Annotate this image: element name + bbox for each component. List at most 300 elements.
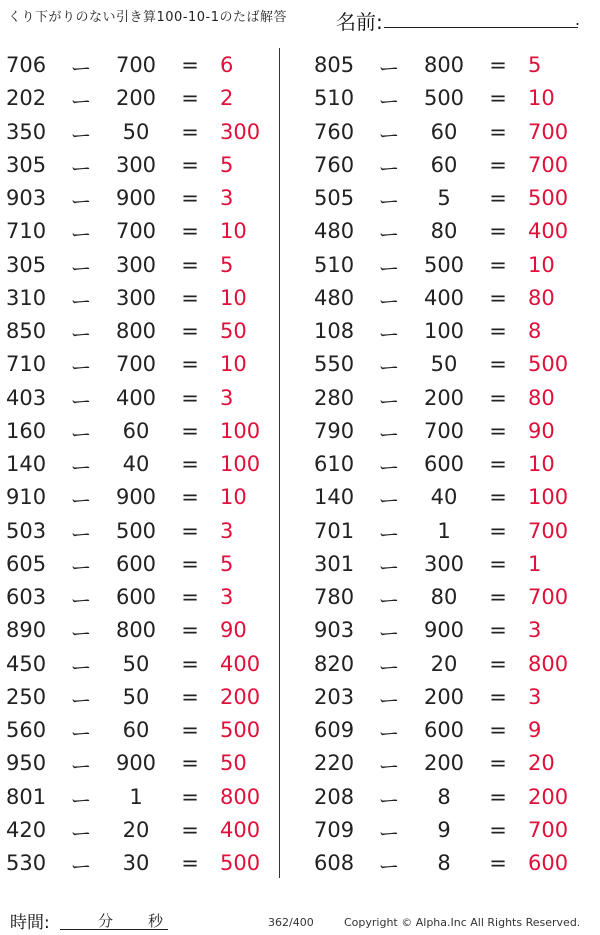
minus-sign: ー — [70, 289, 92, 314]
minuend: 903 — [314, 618, 355, 643]
equals-sign: = — [489, 851, 507, 875]
equals-sign: = — [489, 651, 507, 676]
subtrahend: 500 — [423, 252, 465, 277]
subtrahend: 1 — [437, 518, 451, 543]
minus-sign: ー — [378, 589, 400, 613]
problem-row — [308, 347, 588, 380]
subtrahend: 700 — [423, 418, 465, 443]
equals-sign: = — [181, 219, 199, 244]
minuend: 903 — [6, 186, 47, 210]
problem-row — [308, 314, 588, 347]
subtrahend: 600 — [115, 551, 157, 576]
subtrahend: 40 — [122, 452, 150, 476]
answer: 10 — [528, 252, 555, 277]
answer: 3 — [220, 585, 234, 609]
subtrahend: 500 — [423, 86, 465, 111]
equals-sign: = — [489, 53, 507, 77]
minuend: 305 — [6, 152, 47, 177]
minus-sign: ー — [378, 256, 400, 281]
subtrahend: 900 — [115, 186, 157, 210]
problem-row — [308, 181, 588, 214]
equals-sign: = — [181, 851, 199, 875]
minuend: 530 — [6, 851, 47, 875]
minuend: 202 — [6, 86, 47, 111]
equals-sign: = — [181, 252, 199, 277]
equals-sign: = — [489, 319, 507, 343]
minuend: 603 — [6, 585, 47, 609]
minus-sign: ー — [70, 323, 92, 347]
answer: 500 — [220, 718, 261, 742]
minus-sign: ー — [378, 688, 400, 713]
equals-sign: = — [181, 551, 199, 576]
subtrahend: 300 — [115, 285, 157, 310]
equals-sign: = — [181, 418, 199, 443]
minuend: 250 — [6, 684, 47, 709]
problem-row — [0, 547, 280, 580]
answer: 10 — [528, 86, 555, 111]
equals-sign: = — [489, 352, 507, 377]
subtrahend: 80 — [430, 219, 458, 244]
problem-row — [0, 181, 280, 214]
problem-row — [308, 780, 588, 813]
problem-row — [0, 48, 280, 81]
subtrahend: 700 — [115, 352, 157, 377]
minus-sign: ー — [70, 555, 92, 580]
minus-sign: ー — [378, 356, 400, 381]
answer: 700 — [528, 817, 569, 842]
minus-sign: ー — [70, 389, 92, 414]
answer: 600 — [528, 851, 569, 875]
answer: 3 — [220, 518, 234, 543]
minuend: 420 — [6, 817, 47, 842]
minuend: 480 — [314, 285, 355, 310]
minus-sign: ー — [70, 256, 92, 281]
minus-sign: ー — [70, 156, 92, 181]
minuend: 305 — [6, 252, 47, 277]
equals-sign: = — [489, 86, 507, 111]
minus-sign: ー — [378, 90, 400, 115]
equals-sign: = — [489, 452, 507, 476]
minus-sign: ー — [70, 755, 92, 780]
problem-row — [308, 81, 588, 114]
answer: 100 — [220, 418, 261, 443]
problem-row — [0, 680, 280, 713]
subtrahend: 600 — [423, 452, 465, 476]
equals-sign: = — [181, 618, 199, 643]
answer: 700 — [528, 518, 569, 543]
minuend: 560 — [6, 718, 47, 742]
minuend: 701 — [314, 518, 355, 543]
answer: 90 — [528, 418, 555, 443]
minuend: 510 — [314, 252, 355, 277]
minus-sign: ー — [70, 855, 92, 879]
equals-sign: = — [181, 585, 199, 609]
subtrahend: 700 — [115, 53, 157, 77]
subtrahend: 500 — [115, 518, 157, 543]
equals-sign: = — [489, 219, 507, 244]
problem-row — [0, 580, 280, 613]
minus-sign: ー — [378, 223, 400, 248]
minuend: 140 — [6, 452, 47, 476]
equals-sign: = — [181, 53, 199, 77]
answer: 50 — [220, 319, 247, 343]
answer: 5 — [220, 152, 234, 177]
minuend: 301 — [314, 551, 355, 576]
equals-sign: = — [489, 252, 507, 277]
equals-sign: = — [489, 518, 507, 543]
minuend: 220 — [314, 751, 355, 776]
equals-sign: = — [489, 152, 507, 177]
problem-row — [308, 381, 588, 414]
answer: 8 — [528, 319, 542, 343]
minuend: 208 — [314, 784, 355, 809]
equals-sign: = — [181, 285, 199, 310]
name-line-dot: . — [575, 10, 581, 29]
answer: 5 — [220, 252, 234, 277]
minus-sign: ー — [378, 456, 400, 480]
equals-sign: = — [489, 485, 507, 510]
equals-sign: = — [489, 817, 507, 842]
answer: 700 — [528, 152, 569, 177]
subtrahend: 600 — [423, 718, 465, 742]
minus-sign: ー — [70, 722, 92, 746]
problem-row — [308, 746, 588, 779]
answer: 6 — [220, 53, 234, 77]
minus-sign: ー — [70, 821, 92, 846]
subtrahend: 50 — [122, 684, 150, 709]
subtrahend: 400 — [115, 385, 157, 410]
answer: 800 — [528, 651, 569, 676]
problem-row — [308, 447, 588, 480]
equals-sign: = — [489, 418, 507, 443]
equals-sign: = — [181, 186, 199, 210]
minuend: 890 — [6, 618, 47, 643]
minuend: 609 — [314, 718, 355, 742]
subtrahend: 100 — [423, 319, 465, 343]
subtrahend: 800 — [115, 319, 157, 343]
answer: 100 — [528, 485, 569, 510]
subtrahend: 9 — [437, 817, 451, 842]
minuend: 203 — [314, 684, 355, 709]
answer: 2 — [220, 86, 234, 111]
minus-sign: ー — [70, 356, 92, 381]
equals-sign: = — [181, 684, 199, 709]
minuend: 108 — [314, 319, 355, 343]
minus-sign: ー — [378, 522, 400, 547]
subtrahend: 600 — [115, 585, 157, 609]
minus-sign: ー — [70, 688, 92, 713]
minuend: 760 — [314, 119, 355, 144]
answer: 80 — [528, 285, 555, 310]
minus-sign: ー — [70, 788, 92, 813]
minus-sign: ー — [70, 57, 92, 81]
minus-sign: ー — [70, 123, 92, 148]
answer: 800 — [220, 784, 261, 809]
answer: 100 — [220, 452, 261, 476]
problem-row — [308, 813, 588, 846]
minuend: 706 — [6, 53, 47, 77]
minuend: 780 — [314, 585, 355, 609]
subtrahend: 300 — [115, 152, 157, 177]
minus-sign: ー — [378, 123, 400, 148]
equals-sign: = — [181, 784, 199, 809]
subtrahend: 60 — [122, 418, 150, 443]
copyright-text: Copyright © Alpha.Inc All Rights Reserved. — [344, 916, 581, 929]
subtrahend: 900 — [423, 618, 465, 643]
subtrahend: 400 — [423, 285, 465, 310]
answer: 80 — [528, 385, 555, 410]
minuend: 280 — [314, 385, 355, 410]
minus-sign: ー — [378, 722, 400, 746]
minuend: 480 — [314, 219, 355, 244]
minuend: 350 — [6, 119, 47, 144]
subtrahend: 50 — [122, 119, 150, 144]
minus-sign: ー — [378, 156, 400, 181]
minutes-label: 分 — [98, 912, 114, 930]
problem-row — [308, 214, 588, 247]
subtrahend: 900 — [115, 751, 157, 776]
minus-sign: ー — [378, 755, 400, 780]
answer: 400 — [220, 651, 261, 676]
minus-sign: ー — [378, 655, 400, 680]
subtrahend: 80 — [430, 585, 458, 609]
answer: 3 — [220, 385, 234, 410]
minuend: 450 — [6, 651, 47, 676]
answer: 5 — [220, 551, 234, 576]
subtrahend: 5 — [437, 186, 451, 210]
minuend: 160 — [6, 418, 47, 443]
minuend: 910 — [6, 485, 47, 510]
equals-sign: = — [181, 485, 199, 510]
problem-row — [308, 514, 588, 547]
problem-row — [0, 480, 280, 513]
problem-row — [308, 48, 588, 81]
minus-sign: ー — [378, 821, 400, 846]
minuend: 850 — [6, 319, 47, 343]
minus-sign: ー — [378, 389, 400, 414]
answer: 9 — [528, 718, 542, 742]
problem-row — [0, 514, 280, 547]
problem-row — [0, 713, 280, 746]
answer: 500 — [220, 851, 261, 875]
equals-sign: = — [181, 119, 199, 144]
subtrahend: 800 — [423, 53, 465, 77]
minuend: 608 — [314, 851, 355, 875]
equals-sign: = — [489, 585, 507, 609]
seconds-label: 秒 — [148, 912, 164, 930]
answer: 5 — [528, 53, 542, 77]
minus-sign: ー — [378, 788, 400, 813]
problem-row — [308, 846, 588, 879]
subtrahend: 8 — [437, 784, 451, 809]
problem-row — [308, 647, 588, 680]
problem-row — [308, 613, 588, 646]
answer: 10 — [528, 452, 555, 476]
minuend: 310 — [6, 285, 47, 310]
minus-sign: ー — [378, 57, 400, 81]
equals-sign: = — [181, 352, 199, 377]
equals-sign: = — [489, 285, 507, 310]
subtrahend: 200 — [423, 751, 465, 776]
problem-row — [308, 680, 588, 713]
problem-row — [308, 414, 588, 447]
problem-row — [0, 347, 280, 380]
minuend: 503 — [6, 518, 47, 543]
equals-sign: = — [181, 518, 199, 543]
minuend: 505 — [314, 186, 355, 210]
equals-sign: = — [489, 751, 507, 776]
problem-row — [0, 647, 280, 680]
minus-sign: ー — [378, 323, 400, 347]
problem-row — [308, 480, 588, 513]
answer: 90 — [220, 618, 247, 643]
problem-row — [0, 115, 280, 148]
answer: 200 — [528, 784, 569, 809]
minus-sign: ー — [378, 622, 400, 647]
answer: 400 — [528, 219, 569, 244]
answer: 200 — [220, 684, 261, 709]
problem-row — [0, 447, 280, 480]
minuend: 710 — [6, 219, 47, 244]
equals-sign: = — [181, 152, 199, 177]
equals-sign: = — [181, 319, 199, 343]
subtrahend: 60 — [122, 718, 150, 742]
problem-row — [0, 214, 280, 247]
problem-row — [0, 846, 280, 879]
subtrahend: 200 — [423, 684, 465, 709]
minus-sign: ー — [70, 622, 92, 647]
minus-sign: ー — [70, 456, 92, 480]
minuend: 605 — [6, 551, 47, 576]
subtrahend: 30 — [122, 851, 150, 875]
subtrahend: 300 — [423, 551, 465, 576]
equals-sign: = — [489, 718, 507, 742]
minuend: 801 — [6, 784, 47, 809]
problem-row — [308, 115, 588, 148]
answer: 700 — [528, 585, 569, 609]
answer: 3 — [220, 186, 234, 210]
subtrahend: 60 — [430, 119, 458, 144]
answer: 50 — [220, 751, 247, 776]
equals-sign: = — [181, 86, 199, 111]
subtrahend: 20 — [122, 817, 150, 842]
minuend: 140 — [314, 485, 355, 510]
equals-sign: = — [181, 651, 199, 676]
minuend: 403 — [6, 385, 47, 410]
answer: 3 — [528, 684, 542, 709]
subtrahend: 8 — [437, 851, 451, 875]
problem-row — [308, 547, 588, 580]
left-problem-column — [0, 48, 280, 879]
problem-row — [0, 314, 280, 347]
problem-row — [0, 414, 280, 447]
answer: 400 — [220, 817, 261, 842]
subtrahend: 200 — [115, 86, 157, 111]
minus-sign: ー — [70, 90, 92, 115]
equals-sign: = — [489, 119, 507, 144]
problem-row — [0, 148, 280, 181]
answer: 700 — [528, 119, 569, 144]
subtrahend: 900 — [115, 485, 157, 510]
answer: 3 — [528, 618, 542, 643]
subtrahend: 700 — [115, 219, 157, 244]
equals-sign: = — [489, 385, 507, 410]
problem-row — [308, 148, 588, 181]
right-problem-column — [308, 48, 588, 879]
problem-row — [0, 281, 280, 314]
equals-sign: = — [181, 385, 199, 410]
name-label: 名前: — [336, 10, 383, 34]
minus-sign: ー — [378, 190, 400, 214]
minus-sign: ー — [378, 489, 400, 514]
subtrahend: 800 — [115, 618, 157, 643]
answer: 300 — [220, 119, 261, 144]
minus-sign: ー — [70, 522, 92, 547]
problem-row — [0, 780, 280, 813]
minuend: 790 — [314, 418, 355, 443]
minus-sign: ー — [378, 555, 400, 580]
subtrahend: 60 — [430, 152, 458, 177]
minus-sign: ー — [70, 489, 92, 514]
problem-row — [0, 81, 280, 114]
equals-sign: = — [489, 684, 507, 709]
minuend: 710 — [6, 352, 47, 377]
problem-row — [0, 813, 280, 846]
problem-row — [308, 248, 588, 281]
problem-row — [308, 580, 588, 613]
subtrahend: 50 — [122, 651, 150, 676]
answer: 20 — [528, 751, 555, 776]
minus-sign: ー — [378, 422, 400, 447]
answer: 1 — [528, 551, 542, 576]
minus-sign: ー — [70, 655, 92, 680]
equals-sign: = — [181, 452, 199, 476]
answer: 500 — [528, 186, 569, 210]
minus-sign: ー — [378, 289, 400, 314]
minus-sign: ー — [70, 190, 92, 214]
minuend: 510 — [314, 86, 355, 111]
minus-sign: ー — [70, 422, 92, 447]
equals-sign: = — [489, 551, 507, 576]
problem-row — [0, 613, 280, 646]
minuend: 610 — [314, 452, 355, 476]
minuend: 950 — [6, 751, 47, 776]
problem-row — [308, 713, 588, 746]
equals-sign: = — [489, 186, 507, 210]
minus-sign: ー — [378, 855, 400, 879]
equals-sign: = — [181, 817, 199, 842]
subtrahend: 200 — [423, 385, 465, 410]
problem-row — [0, 381, 280, 414]
minuend: 820 — [314, 651, 355, 676]
answer: 10 — [220, 285, 247, 310]
time-label: 時間: — [10, 913, 50, 933]
page-number: 362/400 — [268, 916, 314, 929]
problem-row — [308, 281, 588, 314]
answer: 500 — [528, 352, 569, 377]
problem-row — [0, 248, 280, 281]
answer: 10 — [220, 219, 247, 244]
subtrahend: 1 — [129, 784, 143, 809]
minus-sign: ー — [70, 589, 92, 613]
worksheet-title: くり下がりのない引き算100-10-1のたば解答 — [8, 10, 288, 25]
answer: 10 — [220, 485, 247, 510]
problem-row — [0, 746, 280, 779]
equals-sign: = — [489, 784, 507, 809]
minuend: 760 — [314, 152, 355, 177]
subtrahend: 50 — [430, 352, 458, 377]
answer: 10 — [220, 352, 247, 377]
